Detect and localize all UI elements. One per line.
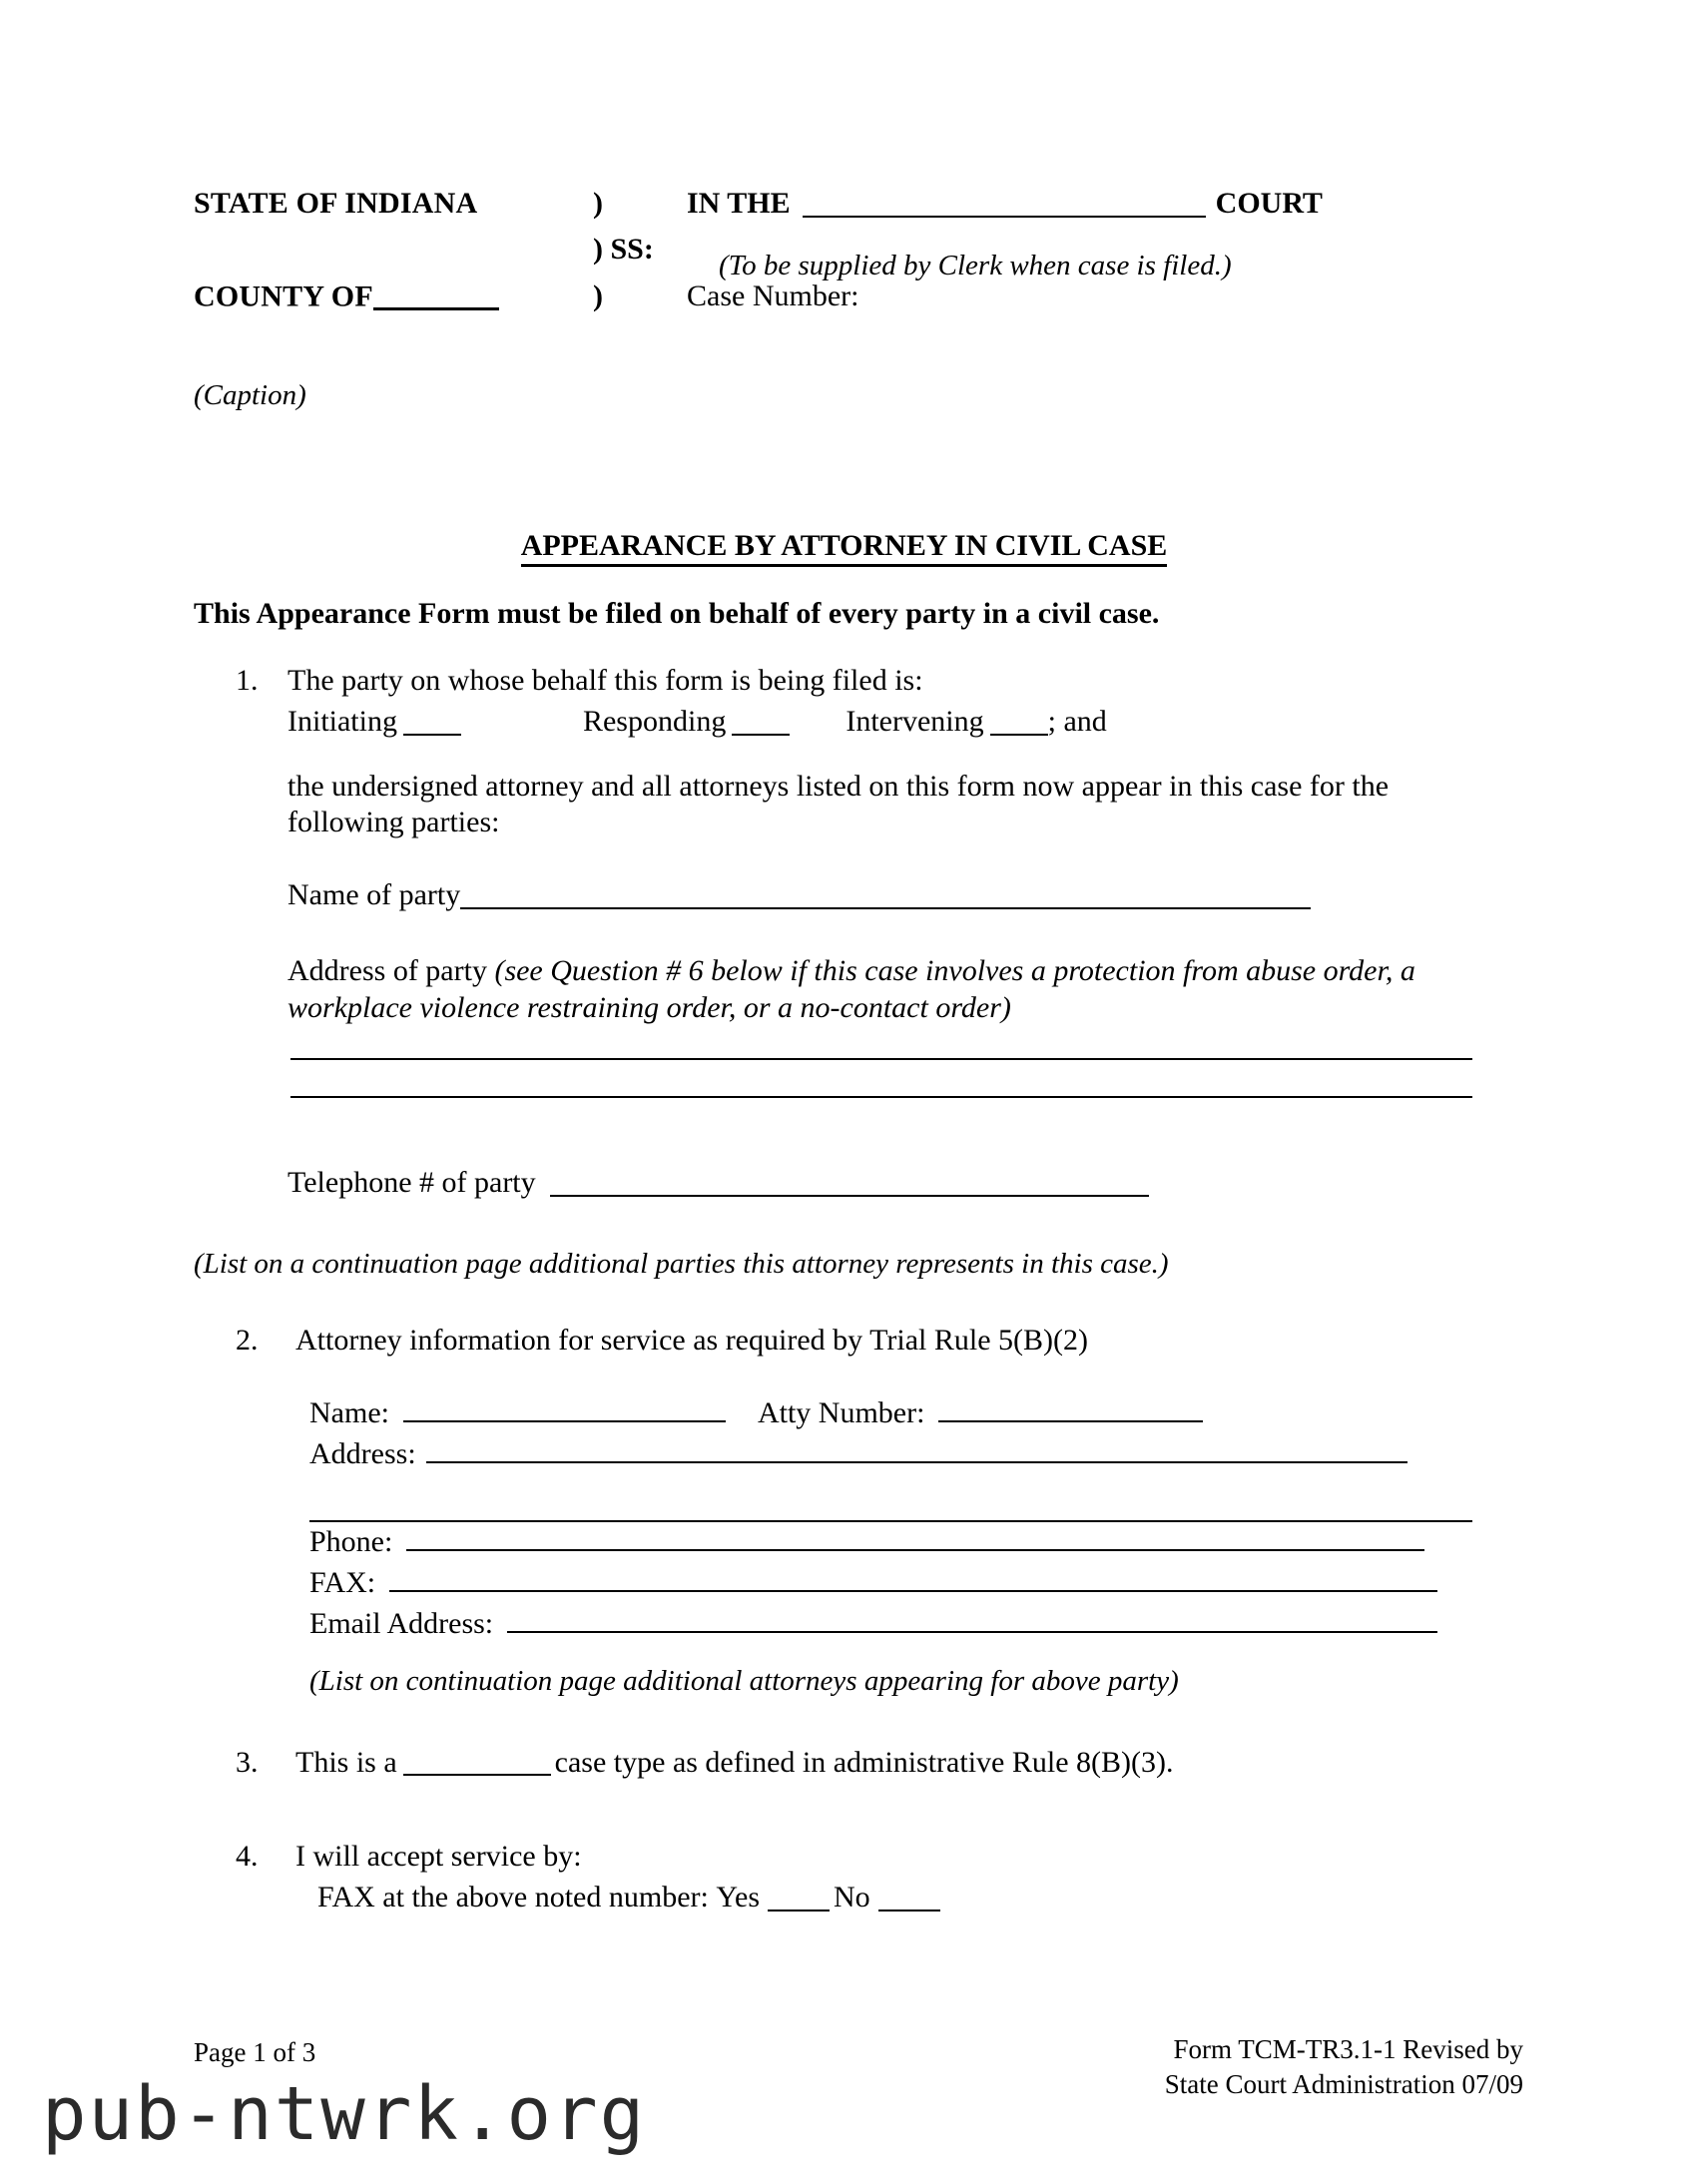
lede-statement: This Appearance Form must be filed on behalf of every party in a civil case. [194,597,1160,630]
telephone-of-party-blank[interactable] [550,1168,1149,1197]
court-name-blank[interactable] [803,188,1206,218]
initiating-blank[interactable] [403,707,461,735]
county-field [194,280,593,312]
item-2-number: 2. [236,1324,259,1357]
page-title-text: APPEARANCE BY ATTORNEY IN CIVIL CASE [521,529,1168,567]
form-reference-footer [1165,2032,1523,2101]
attorney-name-row [309,1393,1487,1430]
item-3-text-before: This is a [295,1746,397,1779]
fax-service-row [317,1880,1533,1914]
item-1 [236,663,1533,740]
attorney-number-label: Atty Number: [757,1396,925,1429]
address-of-party-label: Address of party [287,954,487,987]
county-name-blank[interactable] [373,280,499,310]
item-4-number: 4. [236,1840,259,1873]
court-label: COURT [1215,186,1323,220]
responding-label: Responding [582,705,727,739]
form-reference-line-1: Form TCM-TR3.1-1 Revised by [1173,2034,1523,2064]
address-blank-line-1[interactable] [290,1058,1472,1060]
item-1-text: The party on whose behalf this form is being filed is: [287,664,923,697]
address-of-party-blanks[interactable] [290,1058,1472,1134]
item-4-body [295,1839,1533,1915]
attorney-email-label: Email Address: [309,1607,494,1641]
in-the-label: IN THE [687,186,791,220]
continuation-note-attorneys: (List on continuation page additional attorneys appearing for above party) [309,1665,1179,1697]
attorney-email-blank[interactable] [507,1604,1437,1633]
attorney-name-blank[interactable] [403,1393,726,1422]
item-1-number: 1. [236,664,259,697]
name-of-party-label: Name of party [287,878,461,911]
address-of-party-field [287,953,1475,1026]
caption-row-county [194,280,1521,312]
name-of-party-blank[interactable] [460,880,1311,909]
responding-blank[interactable] [732,707,790,735]
fax-yes-label: Yes [716,1881,761,1914]
appearance-paragraph: the undersigned attorney and all attorneys listed on this form now appear in this case for the following parties: [287,770,1390,838]
fax-no-label: No [834,1881,870,1914]
fax-service-label: FAX at the above noted number: [317,1881,709,1914]
attorney-address-row [309,1434,1487,1471]
form-reference-line-2: State Court Administration 07/09 [1164,2068,1523,2099]
item-3-number: 3. [236,1746,259,1779]
attorney-fax-label: FAX: [309,1566,376,1600]
continuation-note-parties: (List on a continuation page additional parties this attorney represents in this case.) [194,1248,1169,1280]
case-caption-header [194,188,1521,311]
county-label: COUNTY OF [194,279,373,313]
caption-paren-2: ) [593,279,603,313]
caption-marker: (Caption) [194,379,306,411]
item-2 [236,1323,1533,1358]
attorney-address-row-2 [309,1493,1487,1520]
initiating-label: Initiating [287,705,397,739]
item-3-body [295,1745,1533,1780]
item-4-text: I will accept service by: [295,1840,582,1873]
intervening-label: Intervening [845,705,984,739]
fax-no-blank[interactable] [878,1883,940,1911]
caption-paren-1: ) [593,186,603,220]
case-type-blank[interactable] [403,1747,551,1776]
attorney-information-fields [309,1393,1487,1645]
attorney-phone-blank[interactable] [406,1522,1424,1551]
address-blank-line-2[interactable] [290,1096,1472,1098]
item-3 [236,1745,1533,1780]
item-1-body [287,663,1533,740]
name-of-party-field [287,878,1311,912]
attorney-fax-blank[interactable] [389,1563,1437,1592]
case-number-label: Case Number: [687,279,859,313]
attorney-address-blank-2[interactable] [309,1493,1472,1522]
item-2-body [295,1323,1533,1358]
attorney-fax-row [309,1563,1487,1600]
intervening-blank[interactable] [990,707,1048,735]
page-title [0,529,1688,563]
address-of-party-note: (see Question # 6 below if this case involves a protection from abuse order, a workplace violence restraining order, or a no-contact order) [287,954,1415,1024]
attorney-phone-row [309,1522,1487,1559]
telephone-of-party-field [287,1166,1149,1200]
attorney-number-blank[interactable] [938,1393,1203,1422]
item-4 [236,1839,1533,1915]
and-suffix: ; and [1047,705,1107,739]
clerk-note: (To be supplied by Clerk when case is filed.) [719,250,1232,281]
court-field [687,188,1323,219]
attorney-phone-label: Phone: [309,1525,393,1559]
attorney-address-label: Address: [309,1437,416,1470]
item-2-text: Attorney information for service as required by Trial Rule 5(B)(2) [295,1324,1088,1357]
watermark: pub-ntwrk.org [42,2071,647,2157]
caption-row-state [194,188,1521,219]
ss-label: ) SS: [593,232,654,266]
telephone-of-party-label: Telephone # of party [287,1166,536,1199]
attorney-address-blank-1[interactable] [426,1434,1407,1463]
item-3-text-after: case type as defined in administrative Rule 8(B)(3). [554,1746,1174,1779]
attorney-name-label: Name: [309,1396,389,1429]
party-role-choices [287,704,1533,739]
fax-yes-blank[interactable] [768,1883,830,1911]
state-label: STATE OF INDIANA [194,186,478,220]
page-number-footer: Page 1 of 3 [194,2037,316,2067]
attorney-email-row [309,1604,1487,1641]
